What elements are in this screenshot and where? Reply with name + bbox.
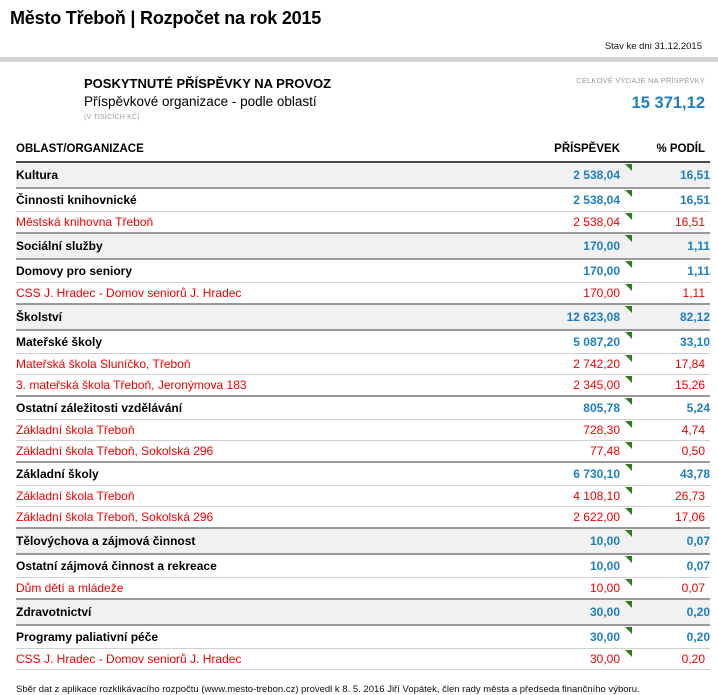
contribution-value: 2 345,00 xyxy=(573,378,620,392)
note-triangle-icon xyxy=(625,421,632,428)
contribution-cell xyxy=(516,304,620,330)
share-cell: 15,26 xyxy=(620,375,710,397)
contribution-value: 2 538,04 xyxy=(573,193,620,207)
contribution-value: 170,00 xyxy=(583,286,620,300)
table-row xyxy=(16,188,710,212)
table-row xyxy=(16,283,710,305)
share-cell: 1,11 xyxy=(620,233,710,259)
area-label-cell: Tělovýchova a zájmová činnost xyxy=(16,528,516,554)
area-label-cell: Činnosti knihovnické xyxy=(16,188,516,212)
share-cell: 17,06 xyxy=(620,507,710,529)
total-block xyxy=(576,76,705,113)
note-triangle-icon xyxy=(625,235,632,242)
share-cell: 16,51 xyxy=(620,212,710,234)
col-header-area: OBLAST/ORGANIZACE xyxy=(16,143,516,162)
contribution-cell xyxy=(516,649,620,670)
contribution-cell xyxy=(516,188,620,212)
contribution-value: 5 087,20 xyxy=(573,335,620,349)
contribution-cell xyxy=(516,462,620,486)
table-row xyxy=(16,625,710,649)
note-triangle-icon xyxy=(625,284,632,291)
contribution-cell xyxy=(516,599,620,625)
contribution-cell xyxy=(516,441,620,463)
contribution-value: 4 108,10 xyxy=(573,489,620,503)
contribution-value: 170,00 xyxy=(583,264,620,278)
footer-note: Sběr dat z aplikace rozklikávacího rozpočtu (www.mesto-trebon.cz) provedl k 8. 5. 2016 Jiří Vopátek, člen rady města a předseda finančního výboru. xyxy=(16,684,640,695)
table-row xyxy=(16,354,710,375)
share-cell: 26,73 xyxy=(620,486,710,507)
area-label-cell: Základní škola Třeboň xyxy=(16,486,516,507)
contribution-value: 170,00 xyxy=(583,239,620,253)
share-cell: 16,51 xyxy=(620,188,710,212)
contribution-cell xyxy=(516,625,620,649)
report-subtitle: Příspěvkové organizace - podle oblastí xyxy=(84,94,317,109)
table-row xyxy=(16,507,710,529)
area-label-cell: Základní škola Třeboň xyxy=(16,420,516,441)
area-label-cell: Programy paliativní péče xyxy=(16,625,516,649)
col-header-contribution: PŘÍSPĚVEK xyxy=(516,143,620,162)
share-cell: 1,11 xyxy=(620,283,710,305)
total-value: 15 371,12 xyxy=(631,94,705,112)
contribution-value: 77,48 xyxy=(589,444,620,458)
share-cell: 16,51 xyxy=(679,168,710,182)
contribution-value: 2 742,20 xyxy=(573,357,620,371)
table-row xyxy=(16,212,710,234)
note-triangle-icon xyxy=(625,627,632,634)
budget-table xyxy=(16,143,710,670)
report-title: POSKYTNUTÉ PŘÍSPĚVKY NA PROVOZ xyxy=(84,76,332,91)
note-triangle-icon xyxy=(625,261,632,268)
contribution-cell xyxy=(516,578,620,600)
area-label-cell: Ostatní záležitosti vzdělávání xyxy=(16,396,516,420)
contribution-value: 6 730,10 xyxy=(573,467,620,481)
note-triangle-icon xyxy=(625,601,632,608)
contribution-cell xyxy=(516,528,620,554)
table-row xyxy=(16,578,710,600)
contribution-cell xyxy=(516,162,620,188)
table-row xyxy=(16,599,710,625)
share-cell: 33,10 xyxy=(620,330,710,354)
note-triangle-icon xyxy=(625,556,632,563)
area-label-cell: CSS J. Hradec - Domov seniorů J. Hradec xyxy=(16,283,516,305)
area-label-cell: Domovy pro seniory xyxy=(16,259,516,283)
divider-bar xyxy=(0,57,718,62)
contribution-value: 10,00 xyxy=(589,559,620,573)
area-label-cell: CSS J. Hradec - Domov seniorů J. Hradec xyxy=(16,649,516,670)
share-cell: 0,20 xyxy=(620,649,710,670)
status-date: Stav ke dni 31.12.2015 xyxy=(604,41,702,52)
note-triangle-icon xyxy=(625,306,632,313)
area-label-cell: Mateřské školy xyxy=(16,330,516,354)
contribution-cell xyxy=(516,507,620,529)
table-row xyxy=(16,486,710,507)
contribution-cell xyxy=(516,330,620,354)
area-label-cell: Ostatní zájmová činnost a rekreace xyxy=(16,554,516,578)
contribution-cell xyxy=(516,233,620,259)
contribution-value: 30,00 xyxy=(589,605,620,619)
table-row xyxy=(16,420,710,441)
note-triangle-icon xyxy=(625,508,632,515)
area-label-cell: Mateřská škola Sluníčko, Třeboň xyxy=(16,354,516,375)
page-title: Město Třeboň | Rozpočet na rok 2015 xyxy=(10,8,322,28)
note-triangle-icon xyxy=(625,355,632,362)
table-row xyxy=(16,162,710,188)
share-cell: 0,20 xyxy=(620,625,710,649)
contribution-cell xyxy=(516,420,620,441)
contribution-cell xyxy=(516,486,620,507)
share-cell: 1,11 xyxy=(620,259,710,283)
area-label-cell: 3. mateřská škola Třeboň, Jeronýmova 183 xyxy=(16,375,516,397)
table-row xyxy=(16,375,710,397)
note-triangle-icon xyxy=(625,464,632,471)
share-cell: 0,07 xyxy=(620,554,710,578)
share-cell: 17,84 xyxy=(620,354,710,375)
note-triangle-icon xyxy=(625,376,632,383)
table-row xyxy=(16,330,710,354)
note-triangle-icon xyxy=(625,332,632,339)
share-cell: 43,78 xyxy=(620,462,710,486)
contribution-cell xyxy=(516,396,620,420)
note-triangle-icon xyxy=(625,487,632,494)
area-label-cell: Základní škola Třeboň, Sokolská 296 xyxy=(16,507,516,529)
contribution-value: 10,00 xyxy=(589,534,620,548)
contribution-cell xyxy=(516,354,620,375)
table-body xyxy=(16,162,710,670)
table-row xyxy=(16,396,710,420)
area-label-cell: Dům dětí a mládeže xyxy=(16,578,516,600)
share-cell: 0,20 xyxy=(620,599,710,625)
note-triangle-icon xyxy=(625,213,632,220)
note-triangle-icon xyxy=(625,190,632,197)
table-row xyxy=(16,462,710,486)
note-triangle-icon xyxy=(625,442,632,449)
table-row xyxy=(16,441,710,463)
contribution-value: 30,00 xyxy=(589,652,620,666)
share-cell: 0,07 xyxy=(620,528,710,554)
contribution-cell xyxy=(516,283,620,305)
area-label-cell: Zdravotnictví xyxy=(16,599,516,625)
share-cell: 82,12 xyxy=(620,304,710,330)
contribution-cell xyxy=(516,212,620,234)
table-row xyxy=(16,259,710,283)
table-row xyxy=(16,233,710,259)
table-row xyxy=(16,528,710,554)
table-header-row xyxy=(16,143,710,162)
area-label-cell: Základní škola Třeboň, Sokolská 296 xyxy=(16,441,516,463)
note-triangle-icon xyxy=(625,579,632,586)
note-triangle-icon xyxy=(625,398,632,405)
total-label: CELKOVÉ VÝDAJE NA PŘÍSPĚVKY xyxy=(576,76,705,85)
contribution-value: 12 623,08 xyxy=(566,310,620,324)
note-triangle-icon xyxy=(625,164,632,171)
area-label-cell: Základní školy xyxy=(16,462,516,486)
table-row xyxy=(16,649,710,670)
contribution-cell xyxy=(516,554,620,578)
report-header xyxy=(84,76,705,121)
report-title-block xyxy=(84,76,331,121)
area-label-cell: Školství xyxy=(16,304,516,330)
contribution-cell xyxy=(516,259,620,283)
share-cell: 0,50 xyxy=(620,441,710,463)
share-cell: 5,24 xyxy=(620,396,710,420)
contribution-value: 805,78 xyxy=(583,401,620,415)
share-cell: 0,07 xyxy=(620,578,710,600)
contribution-value: 2 538,04 xyxy=(573,215,620,229)
area-label-cell: Sociální služby xyxy=(16,233,516,259)
report-unit-note: (V TISÍCÍCH KČ) xyxy=(84,114,140,121)
contribution-value: 2 622,00 xyxy=(573,510,620,524)
contribution-cell xyxy=(516,375,620,397)
contribution-value: 728,30 xyxy=(583,423,620,437)
area-label-cell: Městská knihovna Třeboň xyxy=(16,212,516,234)
area-label-cell: Kultura xyxy=(16,168,58,182)
contribution-value: 30,00 xyxy=(589,630,620,644)
table-row xyxy=(16,554,710,578)
col-header-share: % PODÍL xyxy=(620,143,710,162)
table-row xyxy=(16,304,710,330)
contribution-value: 2 538,04 xyxy=(573,168,620,182)
note-triangle-icon xyxy=(625,650,632,657)
share-cell: 4,74 xyxy=(620,420,710,441)
contribution-value: 10,00 xyxy=(589,581,620,595)
note-triangle-icon xyxy=(625,530,632,537)
